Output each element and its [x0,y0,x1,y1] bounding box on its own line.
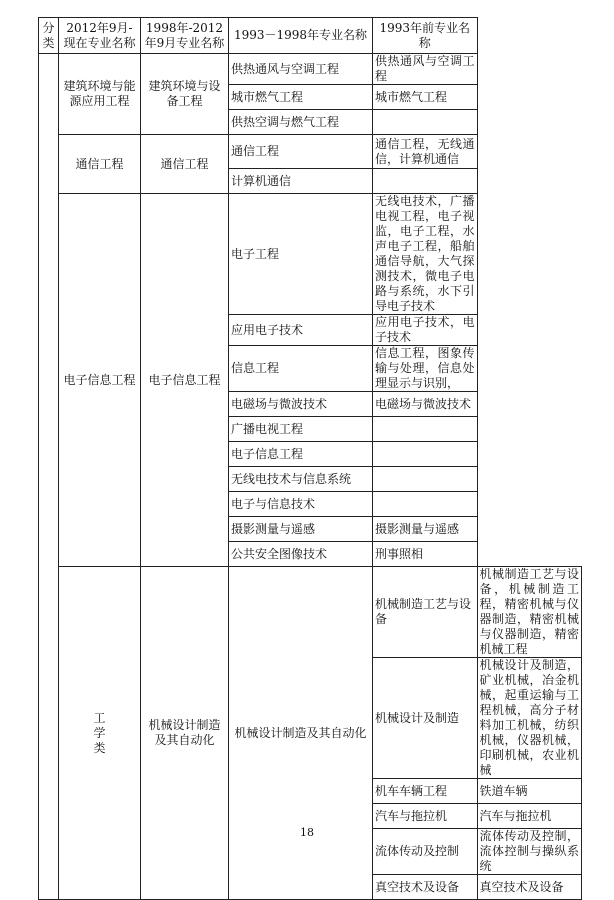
major-1993-cell: 电子与信息技术 [229,492,373,517]
major-1993-cell: 电子信息工程 [229,442,373,467]
major-1993-cell: 汽车与拖拉机 [373,804,478,829]
major-1993-cell: 机车车辆工程 [373,779,478,804]
major-pre1993-cell [373,442,478,467]
major-1993-cell: 计算机通信 [229,169,373,194]
major-1998-cell: 机械设计制造及其自动化 [229,567,373,900]
major-1998-cell: 电子信息工程 [141,194,229,567]
major-1998-cell: 建筑环境与设备工程 [141,54,229,135]
major-1993-cell: 供热通风与空调工程 [229,54,373,85]
major-2012-cell: 通信工程 [59,135,141,194]
major-2012-cell: 建筑环境与能源应用工程 [59,54,141,135]
major-1993-cell: 流体传动及控制 [373,829,478,875]
table-row [39,194,582,315]
major-pre1993-cell: 供热通风与空调工程 [373,54,478,85]
major-pre1993-cell [373,492,478,517]
major-pre1993-cell: 刑事照相 [373,542,478,567]
major-pre1993-cell: 城市燃气工程 [373,85,478,110]
category-label: 工学类 [93,710,106,755]
major-pre1993-cell: 机械设计及制造，矿业机械，冶金机械，起重运输与工程机械，高分子材料加工机械，纺织机械，仪器机械，印刷机械，农业机械 [477,658,582,779]
major-1993-cell: 电子工程 [229,194,373,315]
table-row [39,135,582,169]
major-1993-cell: 广播电视工程 [229,417,373,442]
major-2012-cell: 电子信息工程 [59,194,141,567]
major-pre1993-cell: 电磁场与微波技术 [373,392,478,417]
major-1993-cell: 机械制造工艺与设备 [373,567,478,658]
major-pre1993-cell: 通信工程，无线通信，计算机通信 [373,135,478,169]
header-pre1993: 1993年前专业名称 [373,18,478,54]
major-1993-cell: 摄影测量与遥感 [229,517,373,542]
major-pre1993-cell: 铁道车辆 [477,779,582,804]
major-pre1993-cell [373,417,478,442]
header-1993: 1993－1998年专业名称 [229,18,373,54]
major-1993-cell: 真空技术及设备 [373,875,478,900]
major-pre1993-cell: 摄影测量与遥感 [373,517,478,542]
major-2012-cell: 机械设计制造及其自动化 [141,567,229,900]
major-1998-cell: 通信工程 [141,135,229,194]
major-1993-cell: 公共安全图像技术 [229,542,373,567]
major-pre1993-cell: 流体传动及控制，流体控制与操纵系统 [477,829,582,875]
major-1993-cell: 通信工程 [229,135,373,169]
major-pre1993-cell: 无线电技术，广播电视工程，电子视监，电子工程，水声电子工程，船舶通信导航，大气探测技术，微电子电路与系统，水下引导电子技术 [373,194,478,315]
major-1993-cell: 城市燃气工程 [229,85,373,110]
major-pre1993-cell: 真空技术及设备 [477,875,582,900]
major-pre1993-cell: 应用电子技术，电子技术 [373,315,478,346]
major-pre1993-cell: 信息工程，图象传输与处理，信息处理显示与识别， [373,346,478,392]
major-pre1993-cell [373,110,478,135]
header-row [39,18,582,54]
table-row [39,567,582,658]
header-2012: 2012年9月-现在专业名称 [59,18,141,54]
major-pre1993-cell: 机械制造工艺与设备，机械制造工程，精密机械与仪器制造，精密机械与仪器制造，精密机械工程 [477,567,582,658]
major-1993-cell: 供热空调与燃气工程 [229,110,373,135]
major-1993-cell: 无线电技术与信息系统 [229,467,373,492]
major-1993-cell: 机械设计及制造 [373,658,478,779]
table-row [39,54,582,85]
category-cell-upper [39,54,59,900]
major-pre1993-cell [373,169,478,194]
major-pre1993-cell: 汽车与拖拉机 [477,804,582,829]
major-1993-cell: 应用电子技术 [229,315,373,346]
major-pre1993-cell [373,467,478,492]
header-1998: 1998年-2012年9月专业名称 [141,18,229,54]
page-number: 18 [300,826,314,839]
major-1993-cell: 信息工程 [229,346,373,392]
header-category: 分类 [39,18,59,54]
major-1993-cell: 电磁场与微波技术 [229,392,373,417]
majors-table [38,17,582,900]
category-cell [59,567,141,900]
